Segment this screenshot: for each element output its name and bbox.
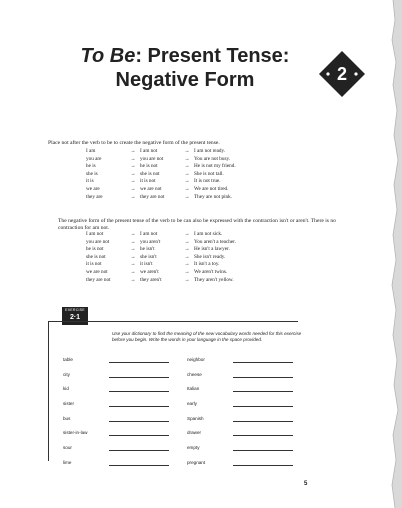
- table-row: [86, 194, 294, 202]
- answer-blank-line: [233, 406, 293, 407]
- vocab-row: [187, 372, 307, 387]
- table-cell-example: She isn't ready.: [194, 253, 226, 260]
- arrow-icon: →: [130, 231, 136, 237]
- vocab-row: [187, 460, 307, 475]
- arrow-icon: →: [184, 276, 190, 283]
- vocab-word: city: [63, 371, 70, 377]
- table-cell-contraction: he isn't: [140, 246, 155, 253]
- table-row: [86, 231, 294, 239]
- vocab-word: sour: [63, 445, 72, 451]
- table-row: [86, 148, 294, 156]
- vocab-word: pregnant: [187, 459, 206, 465]
- answer-blank-line: [109, 406, 169, 407]
- vocab-row: [63, 430, 183, 445]
- table-row: [86, 186, 294, 194]
- exercise-number: 2·1: [69, 314, 81, 321]
- table-cell-negative: they are not: [140, 193, 165, 200]
- table-cell-negative: she is not: [140, 170, 160, 177]
- vocab-word: lime: [63, 459, 72, 465]
- table-cell-subject: she is: [86, 170, 98, 177]
- answer-blank-line: [109, 421, 169, 422]
- table-row: [86, 277, 294, 285]
- table-cell-full: they are not: [86, 276, 111, 283]
- table-cell-contraction: I am not: [140, 231, 158, 237]
- arrow-icon: →: [184, 185, 190, 192]
- vocab-word: empty: [187, 445, 200, 451]
- table-cell-full: we are not: [86, 268, 108, 275]
- vocab-row: [187, 445, 307, 460]
- table-cell-example: You aren't a teacher.: [194, 238, 236, 245]
- vocab-word: table: [63, 357, 73, 362]
- arrow-icon: →: [130, 261, 136, 268]
- table-cell-full: she is not: [86, 253, 106, 260]
- answer-blank-line: [109, 435, 169, 436]
- vocab-row: [63, 401, 183, 416]
- arrow-icon: →: [184, 178, 190, 185]
- vocab-row: [187, 416, 307, 431]
- table-cell-subject: I am: [86, 148, 96, 154]
- title-line-2: Negative Form: [115, 69, 255, 91]
- table-row: [86, 269, 294, 277]
- answer-blank-line: [233, 421, 293, 422]
- vocab-row: [63, 357, 183, 372]
- torn-page-edge: [388, 0, 402, 508]
- table-cell-full: it is not: [86, 261, 102, 268]
- vocab-row: [187, 401, 307, 416]
- table-row: [86, 163, 294, 171]
- arrow-icon: →: [130, 268, 136, 275]
- arrow-icon: →: [130, 163, 136, 170]
- vocab-word: kid: [63, 386, 69, 392]
- answer-blank-line: [233, 465, 293, 466]
- arrow-icon: →: [130, 185, 136, 192]
- table-cell-full: I am not: [86, 231, 104, 237]
- table-cell-subject: you are: [86, 155, 102, 162]
- vocab-word: Spanish: [187, 415, 204, 421]
- table-row: [86, 239, 294, 247]
- table-cell-negative: it is not: [140, 178, 156, 185]
- vocab-row: [63, 460, 183, 475]
- table-cell-subject: we are: [86, 185, 100, 192]
- table-cell-full: he is not: [86, 246, 104, 253]
- table-cell-example: You are not busy.: [194, 155, 231, 162]
- vocab-row: [63, 416, 183, 431]
- table-cell-negative: he is not: [140, 163, 158, 170]
- table-row: [86, 171, 294, 179]
- table-row: [86, 254, 294, 262]
- table-cell-example: She is not tall.: [194, 170, 224, 177]
- exercise-rule-vertical: [48, 321, 49, 461]
- vocab-word: cheese: [187, 371, 202, 377]
- vocab-word: drawer: [187, 430, 202, 436]
- arrow-icon: →: [130, 193, 136, 200]
- table-cell-negative: we are not: [140, 185, 162, 192]
- arrow-icon: →: [130, 276, 136, 283]
- vocab-row: [63, 372, 183, 387]
- exercise-badge: [62, 307, 88, 325]
- page-number: 5: [304, 481, 308, 487]
- arrow-icon: →: [184, 170, 190, 177]
- arrow-icon: →: [130, 238, 136, 245]
- vocab-row: [187, 357, 307, 372]
- exercise-instructions: Use your dictionary to find the meaning of the new vocabulary words needed for this exercise before you begin. Write the words in your language in the space provided.: [112, 330, 302, 342]
- arrow-icon: →: [184, 261, 190, 268]
- arrow-icon: →: [130, 170, 136, 177]
- table-cell-contraction: she isn't: [140, 253, 157, 260]
- vocab-column-left: [63, 357, 183, 475]
- answer-blank-line: [233, 391, 293, 392]
- vocab-row: [187, 430, 307, 445]
- arrow-icon: →: [184, 148, 190, 154]
- contraction-paragraph: The negative form of the present tense of the verb to be can also be expressed with the contraction isn't or aren't. There is no contraction for am not.: [58, 217, 336, 231]
- table-cell-subject: they are: [86, 193, 103, 200]
- table-row: [86, 246, 294, 254]
- answer-blank-line: [109, 377, 169, 378]
- answer-blank-line: [233, 435, 293, 436]
- arrow-icon: →: [184, 193, 190, 200]
- exercise-label: EXERCISE: [65, 308, 85, 312]
- table-cell-contraction: it isn't: [140, 261, 153, 268]
- arrow-icon: →: [130, 148, 136, 154]
- arrow-icon: →: [184, 268, 190, 275]
- table-cell-negative: you are not: [140, 155, 164, 162]
- arrow-icon: →: [184, 163, 190, 170]
- answer-blank-line: [109, 465, 169, 466]
- table-cell-example: He isn't a lawyer.: [194, 246, 230, 253]
- answer-blank-line: [109, 362, 169, 363]
- table-cell-example: I am not ready.: [194, 148, 226, 154]
- negative-form-table: [86, 148, 294, 201]
- table-cell-example: They aren't yellow.: [194, 276, 234, 283]
- table-cell-example: It isn't a toy.: [194, 261, 220, 268]
- answer-blank-line: [233, 362, 293, 363]
- table-cell-example: He is not my friend.: [194, 163, 236, 170]
- answer-blank-line: [233, 450, 293, 451]
- arrow-icon: →: [184, 155, 190, 162]
- arrow-icon: →: [184, 231, 190, 237]
- intro-paragraph: Place not after the verb to be to create the negative form of the present tense.: [48, 139, 220, 146]
- answer-blank-line: [109, 450, 169, 451]
- table-cell-example: It is not true.: [194, 178, 221, 185]
- table-cell-example: I am not sick.: [194, 231, 223, 237]
- vocab-row: [63, 386, 183, 401]
- arrow-icon: →: [184, 253, 190, 260]
- answer-blank-line: [109, 391, 169, 392]
- title-to-be: To Be: [80, 45, 136, 67]
- table-cell-example: We aren't twins.: [194, 268, 228, 275]
- table-cell-contraction: we aren't: [140, 268, 159, 275]
- vocab-word: sister-in-law: [63, 430, 88, 436]
- table-cell-full: you are not: [86, 238, 110, 245]
- arrow-icon: →: [184, 238, 190, 245]
- answer-blank-line: [233, 377, 293, 378]
- chapter-number: 2: [336, 64, 347, 84]
- arrow-icon: →: [130, 246, 136, 253]
- contraction-table: [86, 231, 294, 284]
- vocab-word: neighbor: [187, 357, 205, 362]
- page-title: [50, 44, 320, 92]
- table-cell-contraction: they aren't: [140, 276, 162, 283]
- table-cell-example: They are not pink.: [194, 193, 233, 200]
- table-row: [86, 156, 294, 164]
- title-line-1-rest: : Present Tense:: [135, 45, 290, 67]
- vocab-word: Italian: [187, 386, 200, 392]
- table-cell-contraction: you aren't: [140, 238, 161, 245]
- title-line-1: [50, 44, 320, 68]
- vocab-word: sister: [63, 401, 74, 407]
- table-row: [86, 178, 294, 186]
- arrow-icon: →: [130, 155, 136, 162]
- vocab-column-right: [187, 357, 307, 475]
- table-cell-subject: it is: [86, 178, 94, 185]
- table-cell-subject: he is: [86, 163, 96, 170]
- exercise-rule-horizontal: [48, 321, 298, 322]
- vocab-row: [187, 386, 307, 401]
- arrow-icon: →: [184, 246, 190, 253]
- vocab-word: early: [187, 401, 197, 407]
- vocab-word: bus: [63, 415, 71, 421]
- arrow-icon: →: [130, 253, 136, 260]
- vocab-row: [63, 445, 183, 460]
- arrow-icon: →: [130, 178, 136, 185]
- table-cell-negative: I am not: [140, 148, 158, 154]
- table-row: [86, 261, 294, 269]
- table-cell-example: We are not tired.: [194, 185, 229, 192]
